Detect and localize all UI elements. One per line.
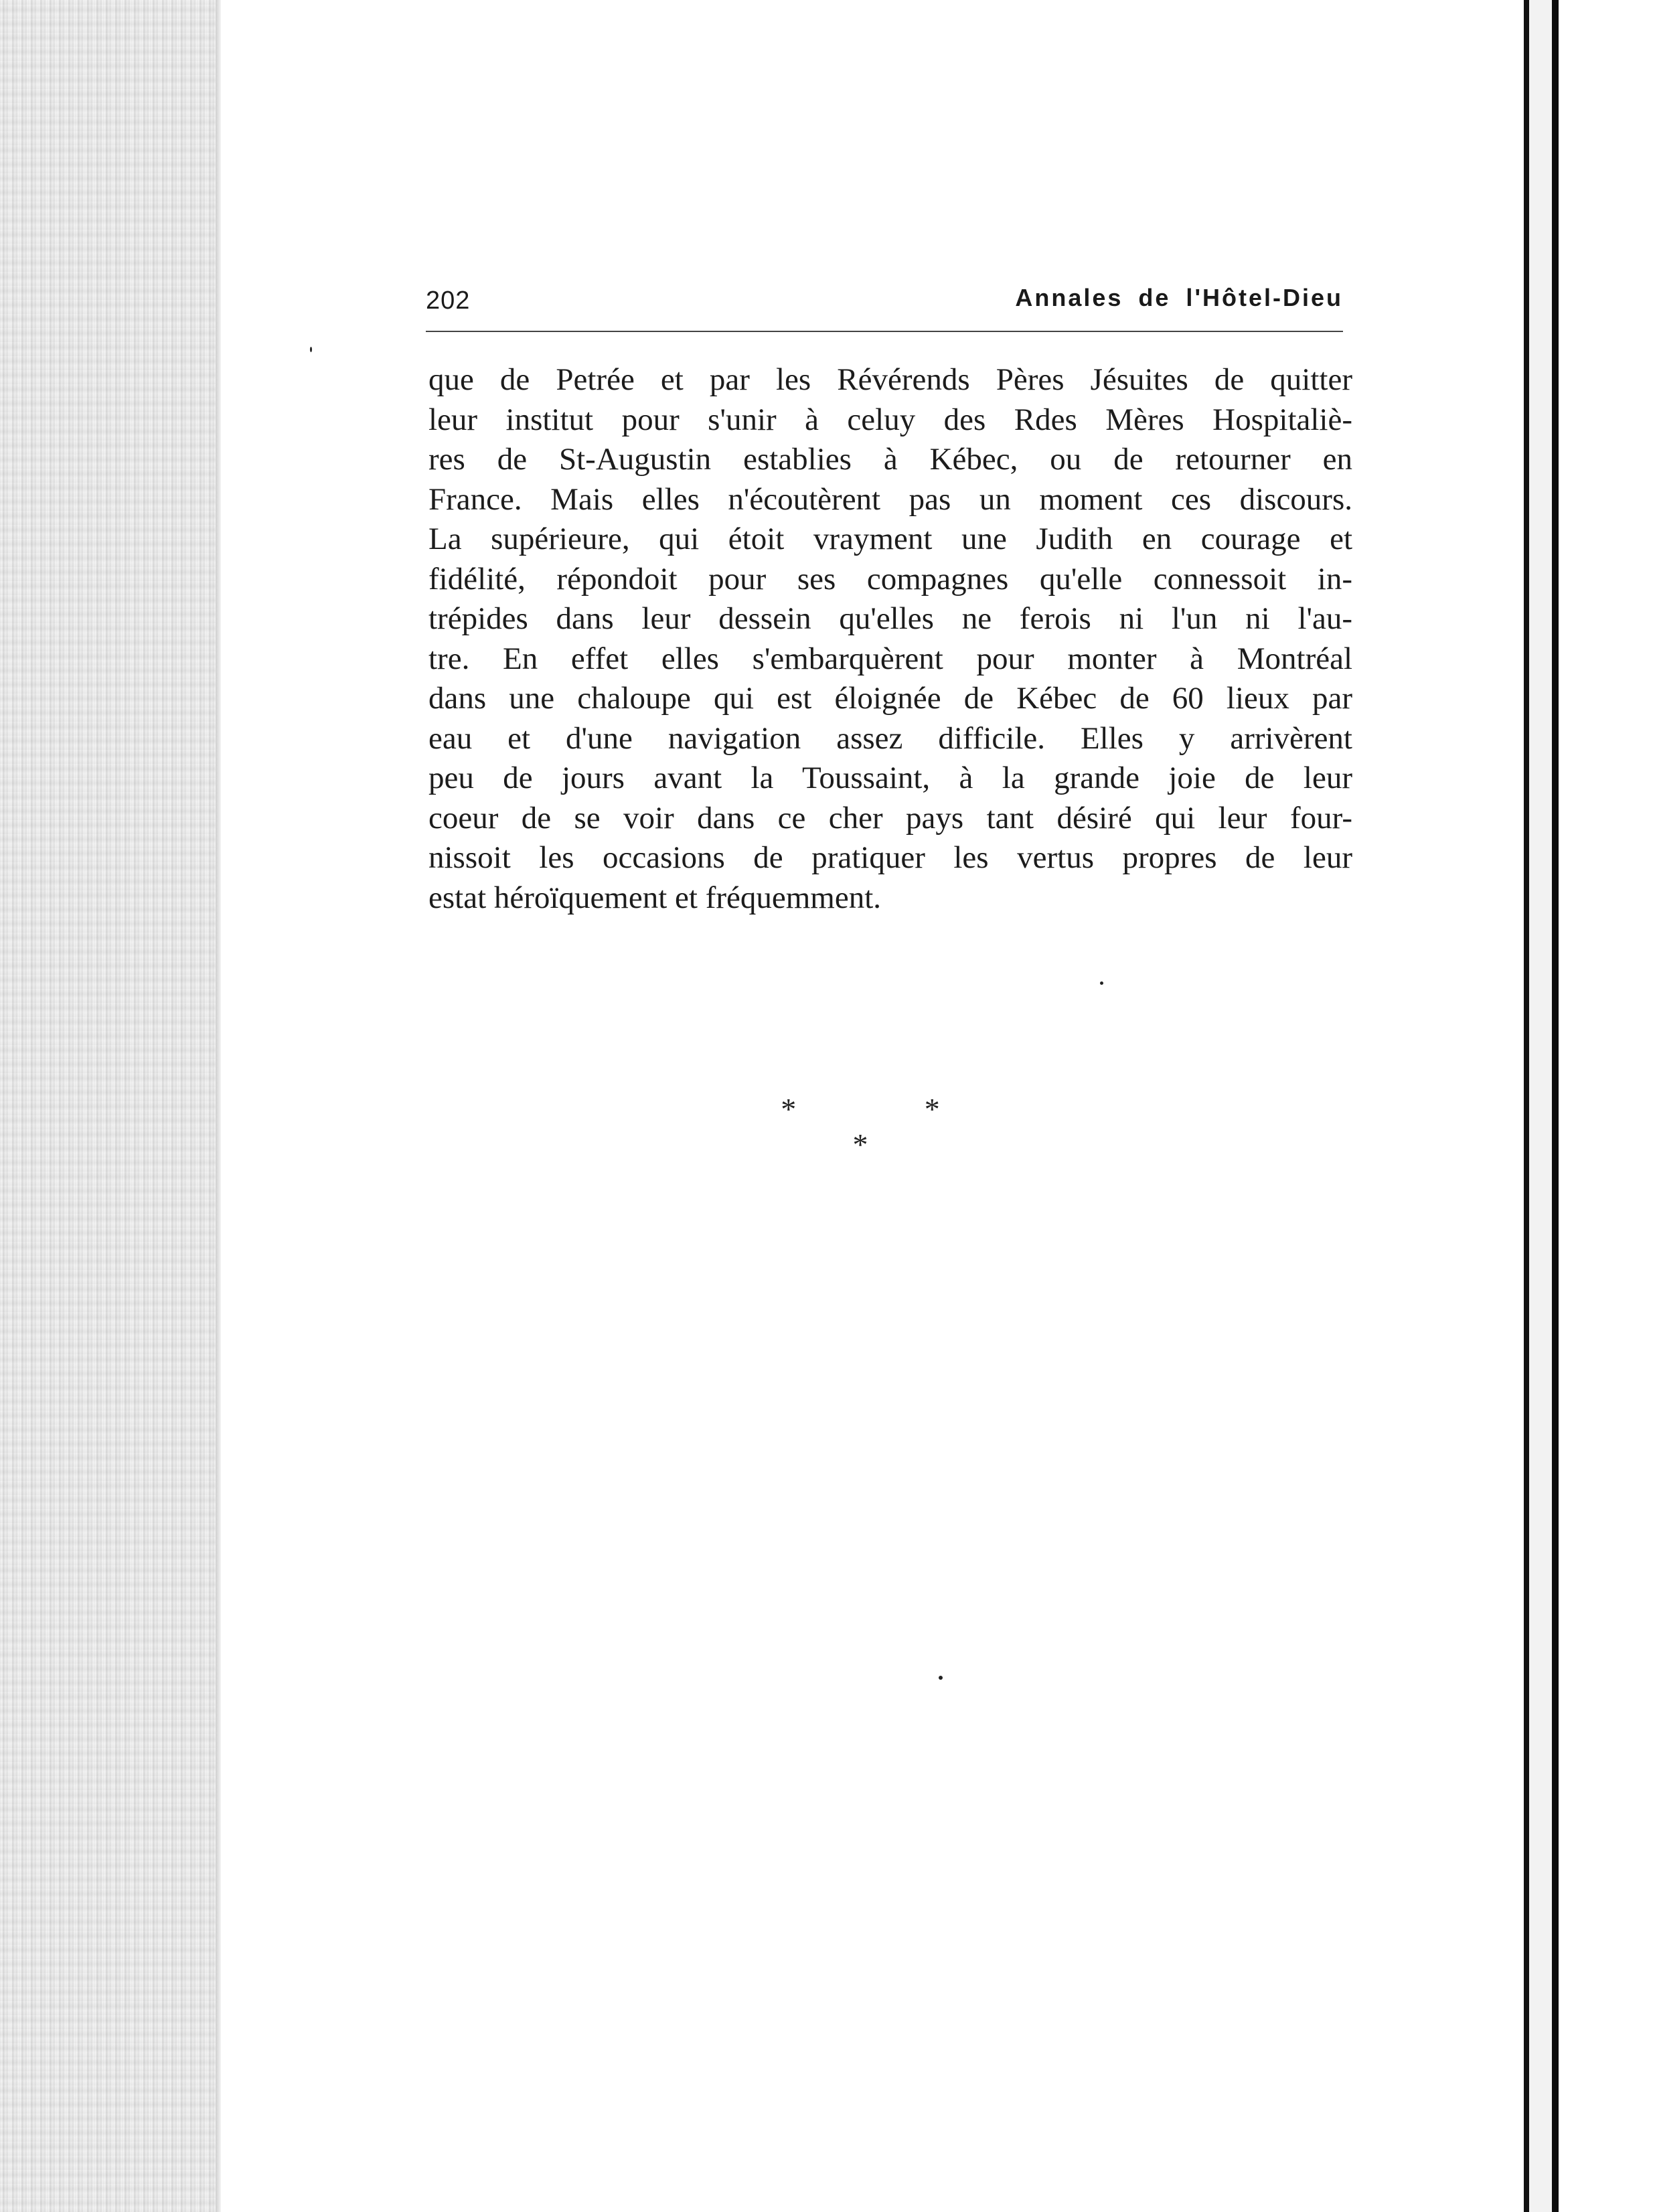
scan-speck (310, 347, 312, 352)
text-line: fidélité, répondoit pour ses compagnes qu'elle connessoit in- (428, 561, 1352, 597)
right-margin (1529, 0, 1552, 2212)
text-line: tre. En effet elles s'embarquèrent pour monter à Montréal (428, 641, 1352, 676)
text-line: dans une chaloupe qui est éloignée de Kébec de 60 lieux par (428, 681, 1352, 716)
right-border-line (1552, 0, 1559, 2212)
text-line: peu de jours avant la Toussaint, à la grande joie de leur (428, 761, 1352, 795)
book-page-edges (0, 0, 216, 2212)
text-line: nissoit les occasions de pratiquer les vertus propres de leur (428, 840, 1352, 875)
section-ornament-asterisks: * * * (781, 1092, 1000, 1162)
text-line: res de St-Augustin establies à Kébec, ou de retourner en (428, 442, 1352, 477)
scan-speck (1100, 981, 1103, 985)
text-line: que de Petrée et par les Révérends Pères Jésuites de quitter (428, 362, 1352, 397)
scan-speck (939, 1676, 943, 1680)
running-title: Annales de l'Hôtel-Dieu (1015, 284, 1343, 311)
text-line: trépides dans leur dessein qu'elles ne ferois ni l'un ni l'au- (428, 601, 1352, 636)
text-line: eau et d'une navigation assez difficile. Elles y arrivèrent (428, 720, 1352, 756)
body-paragraph (428, 360, 1352, 918)
running-head (426, 280, 1343, 327)
text-line: leur institut pour s'unir à celuy des Rdes Mères Hospitaliè- (428, 402, 1352, 437)
text-line: La supérieure, qui étoit vrayment une Judith en courage et (428, 522, 1352, 556)
text-line: coeur de se voir dans ce cher pays tant désiré qui leur four- (428, 800, 1352, 836)
page-number: 202 (426, 287, 471, 315)
right-gutter-line (1524, 0, 1529, 2212)
text-line: estat héroïquement et fréquemment. (428, 880, 882, 915)
page-edge-shadow (216, 0, 221, 2212)
header-rule (426, 331, 1343, 332)
text-line: France. Mais elles n'écoutèrent pas un moment ces discours. (428, 481, 1352, 517)
